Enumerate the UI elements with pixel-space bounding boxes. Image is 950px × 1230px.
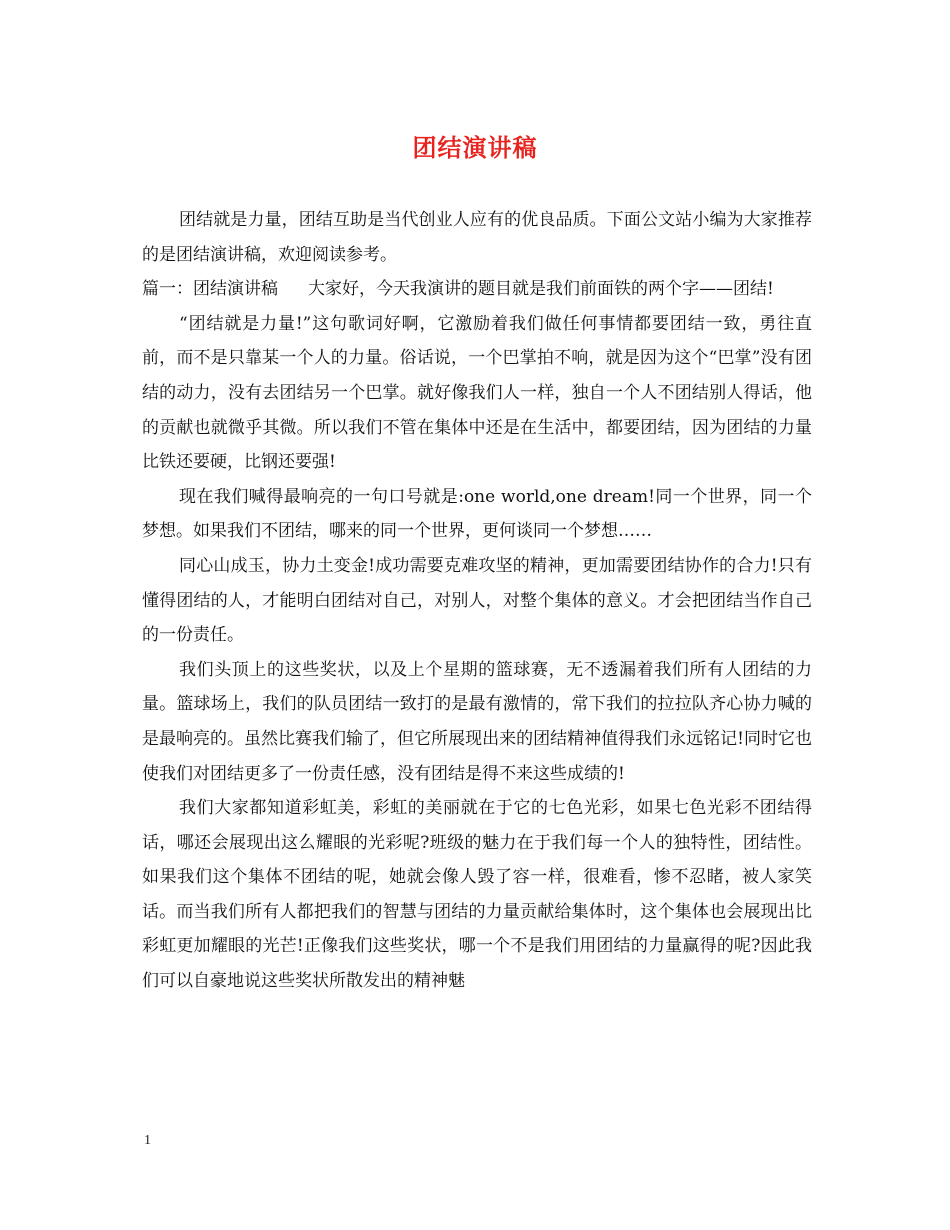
section-label: 篇一：团结演讲稿 — [142, 279, 278, 300]
body-paragraph-2: 现在我们喊得最响亮的一句口号就是:one world,one dream!同一个世界，同一个梦想。如果我们不团结，哪来的同一个世界，更何谈同一个梦想…… — [142, 486, 812, 542]
body-paragraph-4: 我们头顶上的这些奖状，以及上个星期的篮球赛，无不透漏着我们所有人团结的力量。篮球场上，我们的队员团结一致打的是最有激情的，常下我们的拉拉队齐心协力喊的是最响亮的。虽然比赛我们输了，但它所展现出来的团结精神值得我们永远铭记!同时它也使我们对团结更多了一份责任感，没有团结是得不来这些成绩的! — [142, 659, 812, 784]
document-body — [142, 203, 812, 999]
intro-paragraph: 团结就是力量，团结互助是当代创业人应有的优良品质。下面公文站小编为大家推荐的是团结演讲稿，欢迎阅读参考。 — [142, 210, 812, 265]
section-paragraph — [142, 272, 812, 307]
page-number: 1 — [144, 1133, 151, 1148]
body-paragraph-1: “团结就是力量!”这句歌词好啊，它激励着我们做任何事情都要团结一致，勇往直前，而不是只靠某一个人的力量。俗话说，一个巴掌拍不响，就是因为这个“巴掌”没有团结的动力，没有去团结另一个巴掌。就好像我们人一样，独自一个人不团结别人得话，他的贡献也就微乎其微。所以我们不管在集体中还是在生活中，都要团结，因为团结的力量比铁还要硬，比钢还要强! — [142, 313, 812, 473]
document-title: 团结演讲稿 — [412, 133, 538, 162]
body-paragraph-5: 我们大家都知道彩虹美，彩虹的美丽就在于它的七色光彩，如果七色光彩不团结得话，哪还会展现出这么耀眼的光彩呢?班级的魅力在于我们每一个人的独特性，团结性。如果我们这个集体不团结的呢，她就会像人毁了容一样，很难看，惨不忍睹，被人家笑话。而当我们所有人都把我们的智慧与团结的力量贡献给集体时，这个集体也会展现出比彩虹更加耀眼的光芒!正像我们这些奖状，哪一个不是我们用团结的力量赢得的呢?因此我们可以自豪地说这些奖状所散发出的精神魅 — [142, 798, 812, 992]
body-paragraph-3: 同心山成玉，协力土变金!成功需要克难攻坚的精神，更加需要团结协作的合力!只有懂得团结的人，才能明白团结对自己，对别人，对整个集体的意义。才会把团结当作自己的一份责任。 — [142, 555, 812, 646]
section-opening: 大家好，今天我演讲的题目就是我们前面铁的两个字——团结! — [308, 279, 774, 300]
